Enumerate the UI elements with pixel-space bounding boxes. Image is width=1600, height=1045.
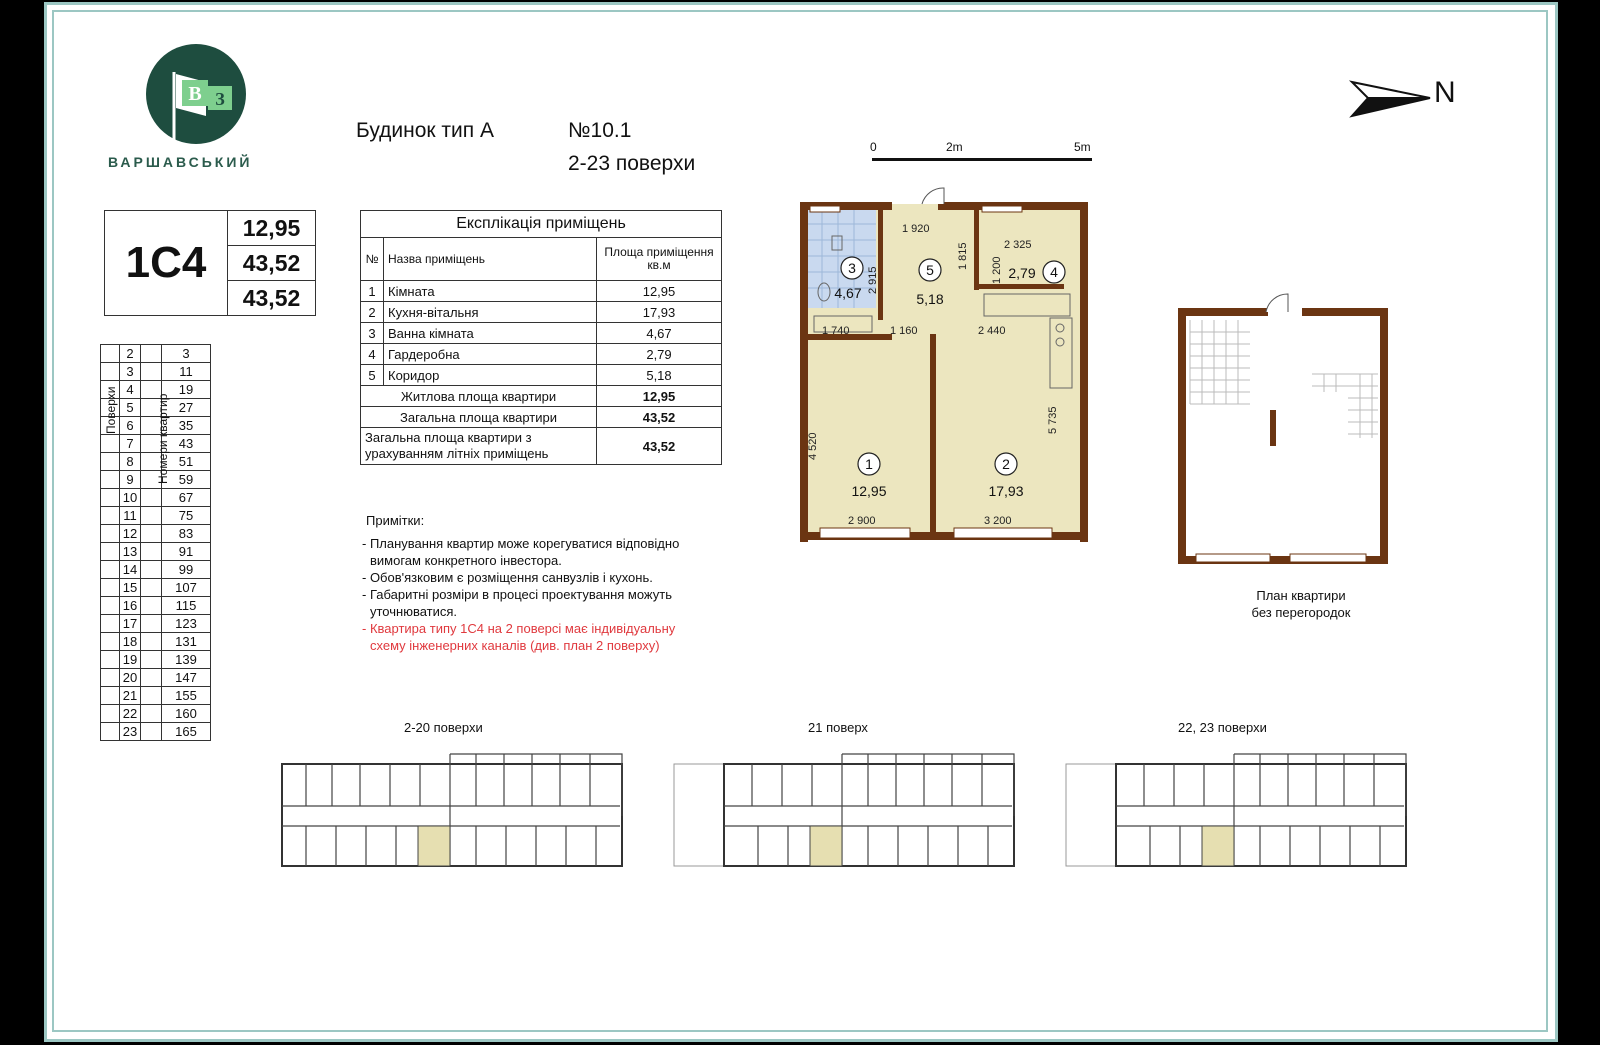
apartment-number: 115 [162,597,211,615]
room-row [361,302,722,323]
apartment-number: 43 [162,435,211,453]
dimension-label: 1 920 [902,223,930,235]
mini-floor-plan [280,750,630,870]
plan-without-partitions [1172,292,1402,572]
floor-number: 7 [120,435,141,453]
explication-title: Експлікація приміщень [361,211,722,238]
floor-row [101,687,211,705]
floor-number: 8 [120,453,141,471]
living-area-value: 12,95 [597,386,722,407]
dimension-label: 5 735 [1047,406,1059,434]
dimension-label: 4 520 [807,432,819,460]
note-line: - Габаритні розміри в процесі проектування можуть [362,587,672,602]
mini-plan-label: 21 поверх [808,720,868,735]
apartments-axis-label: Номери квартир [156,393,170,484]
plan-caption: без перегородок [1251,605,1351,620]
note-line: уточнюватися. [370,604,458,619]
apartment-number: 83 [162,525,211,543]
room-row-number: 1 [361,281,384,302]
notes-title: Примітки: [366,513,425,528]
floor-row [101,651,211,669]
apartment-value: 43,52 [242,284,301,311]
scale-label: 0 [870,140,877,154]
apartment-number: 107 [162,579,211,597]
floor-row [101,579,211,597]
floor-row [101,543,211,561]
room-area: 12,95 [851,483,887,499]
floor-number: 5 [120,399,141,417]
room-row-area: 4,67 [597,323,722,344]
apartment-number: 59 [162,471,211,489]
room-number: 4 [1050,264,1058,280]
room-row [361,365,722,386]
apartment-number: 165 [162,723,211,741]
floor-number: 21 [120,687,141,705]
logo-letter-left: В [188,83,202,105]
note-line: - Планування квартир може корегуватися відповідно [362,536,680,551]
room-number: 3 [848,260,856,276]
floor-number: 2 [120,345,141,363]
floors-range: 2-23 поверхи [568,152,696,175]
floor-number: 4 [120,381,141,399]
apartment-number: 139 [162,651,211,669]
col-num-header: № [361,238,384,281]
dimension-label: 2 440 [978,325,1006,337]
room-row-name: Коридор [384,365,597,386]
apartment-number: 75 [162,507,211,525]
room-number: 2 [1002,456,1010,472]
brand-name: ВАРШАВСЬКИЙ [108,154,253,170]
room-row-name: Ванна кімната [384,323,597,344]
mini-floor-plan [1064,750,1414,870]
floor-number: 9 [120,471,141,489]
dimension-label: 1 160 [890,325,918,337]
note-line: вимогам конкретного інвестора. [370,553,562,568]
floor-row [101,669,211,687]
total-summer-label: Загальна площа квартири з урахуванням літніх приміщень [361,428,597,465]
room-number: 1 [865,456,873,472]
floor-row [101,507,211,525]
dimension-label: 1 815 [957,242,969,270]
explication-table [360,210,722,465]
floor-number: 11 [120,507,141,525]
apartment-number: 27 [162,399,211,417]
scale-label: 5m [1074,140,1091,154]
floor-number: 23 [120,723,141,741]
floor-number: 17 [120,615,141,633]
apartment-number: 123 [162,615,211,633]
apartment-number: 19 [162,381,211,399]
floor-row [101,363,211,381]
scale-label: 2m [946,140,963,154]
floor-row [101,345,211,363]
house-number: №10.1 [568,119,632,142]
north-arrow-icon [1348,76,1440,122]
apartment-floor-plan [794,184,1104,574]
floor-number: 6 [120,417,141,435]
col-name-header: Назва приміщень [384,238,597,281]
room-area: 4,67 [834,285,862,301]
apartment-value: 43,52 [228,246,315,281]
floor-row [101,723,211,741]
room-number: 5 [926,262,934,278]
room-row-number: 2 [361,302,384,323]
floor-number: 15 [120,579,141,597]
floor-row [101,705,211,723]
scale-bar [870,140,1100,170]
apartment-number: 11 [162,363,211,381]
apartment-number: 35 [162,417,211,435]
floor-number: 14 [120,561,141,579]
room-area: 2,79 [1008,265,1036,281]
floor-number: 3 [120,363,141,381]
room-row-name: Кімната [384,281,597,302]
floor-number: 18 [120,633,141,651]
apartment-code: 1C4 [105,211,228,315]
room-row-area: 5,18 [597,365,722,386]
apartment-number: 131 [162,633,211,651]
total-area-value: 43,52 [597,407,722,428]
note-line-warning: схему інженерних каналів (див. план 2 поверху) [370,638,660,653]
apartment-number: 91 [162,543,211,561]
logo-letter-right: З [215,89,225,109]
mini-plan-label: 2-20 поверхи [404,720,483,735]
dimension-label: 3 200 [984,515,1012,527]
room-row-number: 4 [361,344,384,365]
note-line-warning: - Квартира типу 1С4 на 2 поверсі має індивідуальну [362,621,676,636]
apartment-code-box [104,210,316,316]
col-area-header: Площа приміщення кв.м [597,238,722,281]
room-row-area: 17,93 [597,302,722,323]
mini-plan-label: 22, 23 поверхи [1178,720,1267,735]
apartment-number: 3 [162,345,211,363]
dimension-label: 2 900 [848,515,876,527]
dimension-label: 1 740 [822,325,850,337]
floor-number: 10 [120,489,141,507]
total-area-label: Загальна площа квартири [361,407,597,428]
total-summer-value: 43,52 [597,428,722,465]
room-row [361,344,722,365]
room-row-number: 3 [361,323,384,344]
note-line: - Обов'язковим є розміщення санвузлів і кухонь. [362,570,653,585]
apartment-number: 155 [162,687,211,705]
floor-row [101,633,211,651]
floors-axis-label: Поверхи [104,386,118,434]
floor-number: 12 [120,525,141,543]
floor-row [101,525,211,543]
floor-row [101,597,211,615]
apartment-number: 160 [162,705,211,723]
floor-row [101,489,211,507]
room-area: 17,93 [988,483,1024,499]
floor-row [101,561,211,579]
apartment-value: 12,95 [228,211,315,246]
notes [362,512,762,654]
room-row-area: 12,95 [597,281,722,302]
room-row-number: 5 [361,365,384,386]
mini-floor-plan [672,750,1022,870]
dimension-label: 2 915 [867,266,879,294]
dimension-label: 2 325 [1004,239,1032,251]
floor-number: 16 [120,597,141,615]
north-label: N [1434,76,1456,109]
plan-sheet [44,2,1558,1042]
room-row [361,323,722,344]
house-type: Будинок тип А [356,119,494,142]
brand-logo-icon [144,42,250,146]
floor-number: 13 [120,543,141,561]
floor-number: 22 [120,705,141,723]
apartment-number: 147 [162,669,211,687]
room-row-area: 2,79 [597,344,722,365]
room-row-name: Гардеробна [384,344,597,365]
apartment-number: 99 [162,561,211,579]
floor-number: 20 [120,669,141,687]
apartment-number: 51 [162,453,211,471]
apartment-number: 67 [162,489,211,507]
room-row [361,281,722,302]
plan-caption: План квартири [1256,588,1346,603]
floor-number: 19 [120,651,141,669]
dimension-label: 1 200 [991,256,1003,284]
living-area-label: Житлова площа квартири [361,386,597,407]
room-area: 5,18 [916,291,944,307]
room-row-name: Кухня-вітальня [384,302,597,323]
floor-row [101,615,211,633]
